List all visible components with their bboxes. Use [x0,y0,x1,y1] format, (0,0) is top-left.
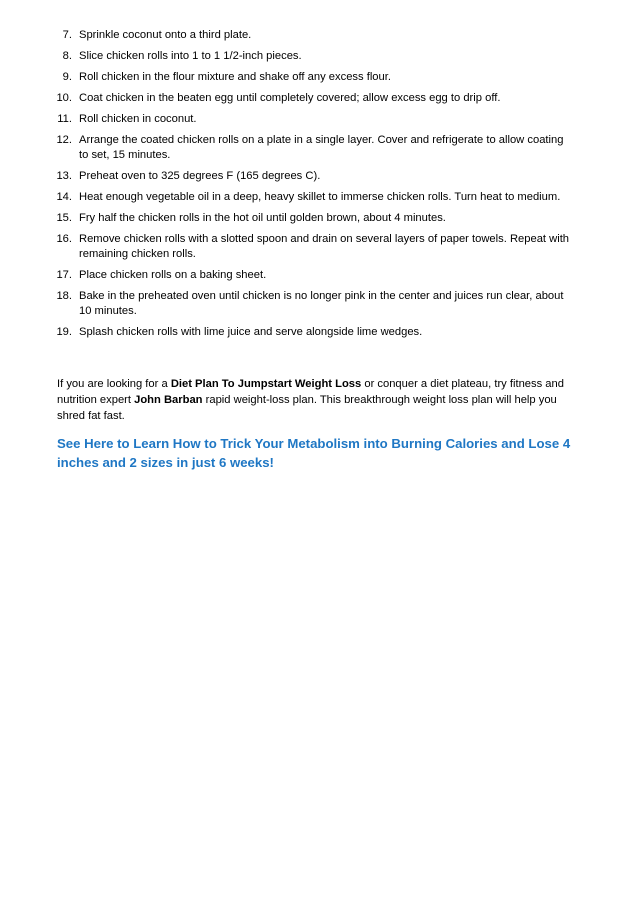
step-number: 17. [56,269,72,281]
list-item [52,232,572,262]
step-number: 12. [56,134,72,146]
step-number: 9. [62,71,72,83]
step-text: Arrange the coated chicken rolls on a plate in a single layer. Cover and refrigerate to allow coating to set, 15 minutes. [79,134,564,161]
step-text: Heat enough vegetable oil in a deep, heavy skillet to immerse chicken rolls. Turn heat to medium. [79,191,561,203]
step-text: Roll chicken in the flour mixture and shake off any excess flour. [79,71,391,83]
step-number: 11. [57,113,72,125]
recipe-steps-list [52,28,572,346]
promo-text: rapid weight-loss plan. This breakthrough weight loss plan will help you shred fat fast. [57,394,557,422]
step-text: Preheat oven to 325 degrees F (165 degrees C). [79,170,321,182]
step-text: Fry half the chicken rolls in the hot oil until golden brown, about 4 minutes. [79,212,446,224]
step-number: 13. [56,170,72,182]
step-text: Sprinkle coconut onto a third plate. [79,29,252,41]
step-number: 16. [56,233,72,245]
step-text: Remove chicken rolls with a slotted spoon and drain on several layers of paper towels. Repeat with remaining chicken rolls. [79,233,570,260]
step-number: 18. [56,290,72,302]
call-to-action-link[interactable]: See Here to Learn How to Trick Your Metabolism into Burning Calories and Lose 4 inches and 2 sizes in just 6 weeks! [57,436,571,470]
author-name: John Barban [134,394,203,406]
list-item [52,190,572,205]
step-number: 7. [62,29,72,41]
list-item [52,211,572,226]
promo-text: or conquer a diet plateau, try fitness and nutrition expert [57,378,564,406]
list-item [52,70,572,85]
step-text: Coat chicken in the beaten egg until completely covered; allow excess egg to drip off. [79,92,501,104]
list-item [52,289,572,319]
diet-plan-link-text: Diet Plan To Jumpstart Weight Loss [170,378,362,390]
list-item [52,133,572,163]
list-item [52,49,572,64]
step-text: Bake in the preheated oven until chicken is no longer pink in the center and juices run clear, about 10 minutes. [79,290,564,317]
step-number: 10. [56,92,72,104]
step-number: 14. [56,191,72,203]
step-text: Splash chicken rolls with lime juice and serve alongside lime wedges. [79,326,423,338]
step-text: Place chicken rolls on a baking sheet. [79,269,267,281]
list-item [52,91,572,106]
promo-paragraph [57,376,587,424]
list-item [52,28,572,43]
promo-text: If you are looking for a [57,378,171,390]
list-item [52,268,572,283]
step-text: Slice chicken rolls into 1 to 1 1/2-inch pieces. [79,50,302,62]
step-number: 8. [62,50,72,62]
list-item [52,325,572,340]
step-number: 15. [56,212,72,224]
list-item [52,169,572,184]
step-text: Roll chicken in coconut. [79,113,197,125]
step-number: 19. [56,326,72,338]
list-item [52,112,572,127]
